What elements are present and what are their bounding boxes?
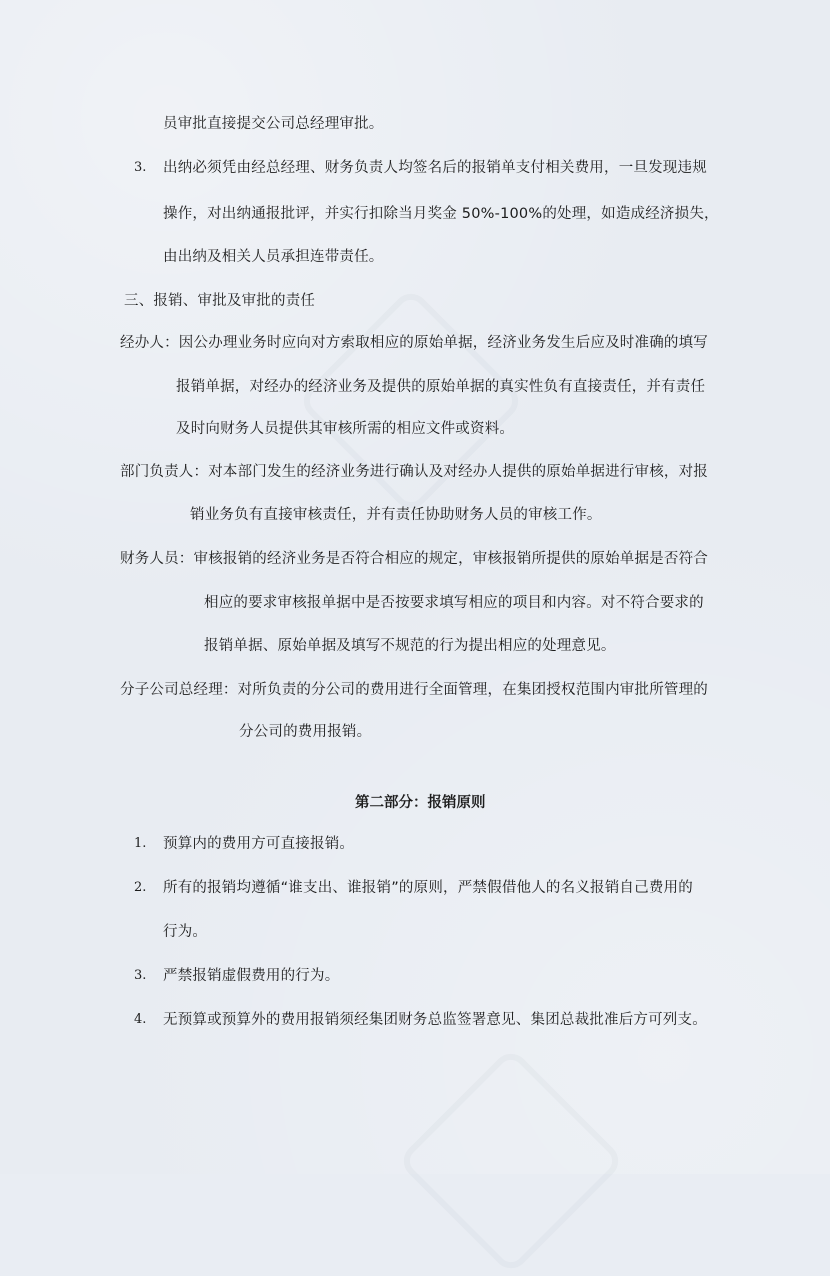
branch-gm-line: 分子公司总经理：对所负责的分公司的费用进行全面管理，在集团授权范围内审批所管理的: [120, 682, 708, 698]
paragraph-line: 由出纳及相关人员承担连带责任。: [163, 249, 384, 265]
list-item-text: 无预算或预算外的费用报销须经集团财务总监签署意见、集团总裁批准后方可列支。: [163, 1012, 707, 1028]
paragraph-line: 员审批直接提交公司总经理审批。: [163, 116, 384, 132]
part-title: 第二部分：报销原则: [355, 795, 486, 811]
list-number: 4.: [134, 1012, 147, 1027]
paragraph-line: 出纳必须凭由经总经理、财务负责人均签名后的报销单支付相关费用，一旦发现违规: [163, 160, 707, 176]
list-number: 3.: [134, 968, 147, 983]
handler-line: 报销单据，对经办的经济业务及提供的原始单据的真实性负有直接责任，并有责任: [176, 379, 706, 395]
list-item-text: 所有的报销均遵循“谁支出、谁报销”的原则，严禁假借他人的名义报销自己费用的: [163, 880, 693, 896]
finance-line: 财务人员：审核报销的经济业务是否符合相应的规定，审核报销所提供的原始单据是否符合: [120, 551, 708, 567]
branch-gm-line: 分公司的费用报销。: [239, 724, 372, 740]
list-number: 1.: [134, 836, 147, 851]
list-item-text: 行为。: [163, 924, 208, 940]
handler-line: 经办人：因公办理业务时应向对方索取相应的原始单据，经济业务发生后应及时准确的填写: [120, 335, 708, 351]
handler-line: 及时向财务人员提供其审核所需的相应文件或资料。: [176, 421, 515, 437]
dept-head-line: 销业务负有直接审核责任，并有责任协助财务人员的审核工作。: [190, 507, 602, 523]
watermark-seal: [396, 1046, 625, 1275]
paragraph-line: 操作，对出纳通报批评，并实行扣除当月奖金 50%-100%的处理，如造成经济损失，: [163, 206, 719, 222]
list-item-text: 预算内的费用方可直接报销。: [163, 836, 355, 852]
dept-head-line: 部门负责人：对本部门发生的经济业务进行确认及对经办人提供的原始单据进行审核，对报: [120, 464, 708, 480]
section-heading: 三、报销、审批及审批的责任: [124, 293, 316, 309]
finance-line: 相应的要求审核报单据中是否按要求填写相应的项目和内容。对不符合要求的: [204, 595, 704, 611]
list-item-text: 严禁报销虚假费用的行为。: [163, 968, 340, 984]
list-number: 3.: [134, 160, 147, 175]
list-number: 2.: [134, 880, 147, 895]
finance-line: 报销单据、原始单据及填写不规范的行为提出相应的处理意见。: [204, 638, 616, 654]
